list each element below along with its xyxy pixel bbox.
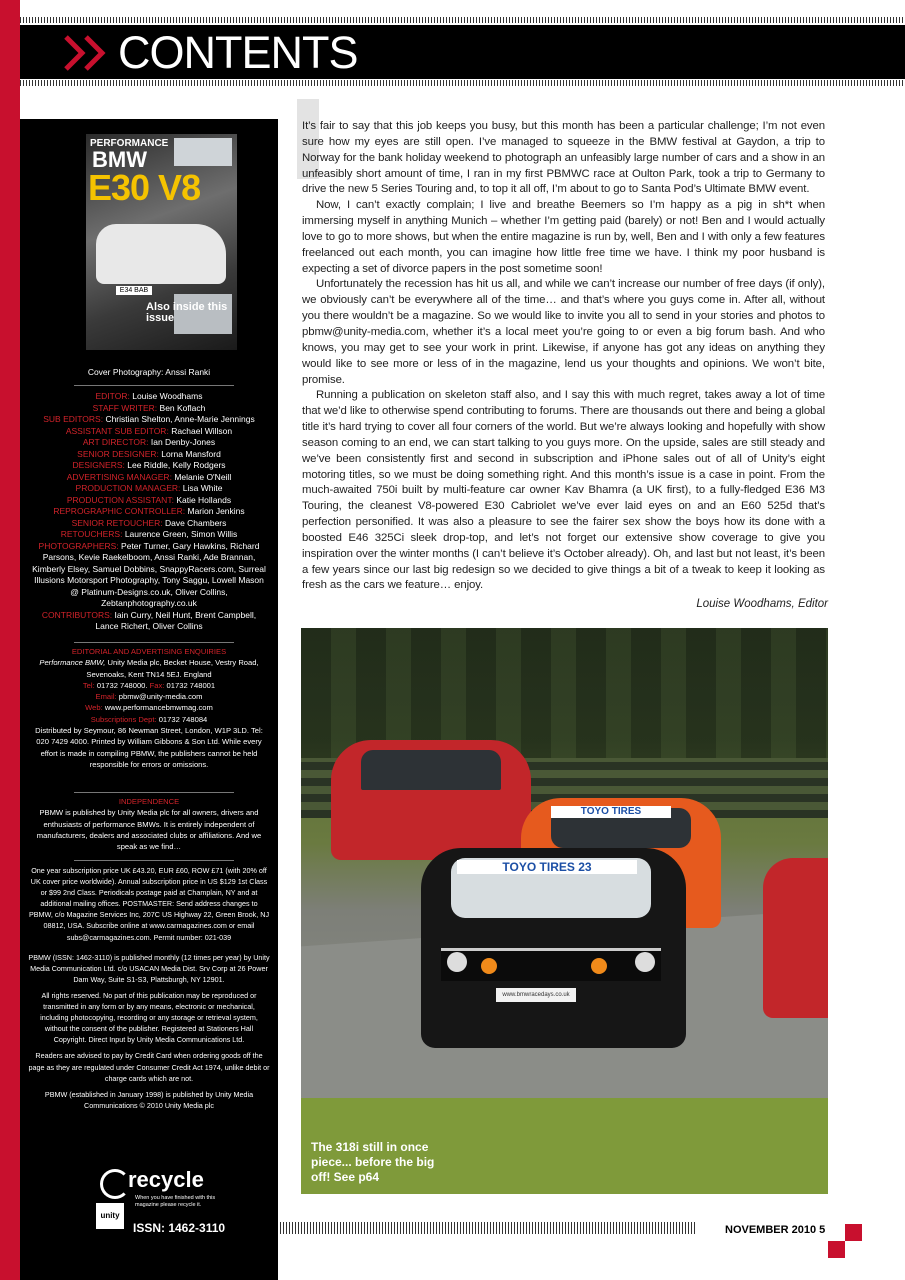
independence-text: PBMW is published by Unity Media plc for all owners, drivers and enthusiasts of performance BMWs. It is entirely independent of manufacturers, dealers and associated clubs or affiliations. And we speak as we find… [36,808,262,852]
staff-credit: DESIGNERS: Lee Riddle, Kelly Rodgers [72,460,226,470]
enquiries-block [20,646,278,775]
recycle-note: When you have finished with this magazine please recycle it. [135,1195,216,1208]
corner-square [845,1224,862,1241]
windscreen-banner: TOYO TIRES [551,806,671,818]
staff-credit: CONTRIBUTORS: Iain Curry, Neil Hunt, Brent Campbell, Lance Richert, Oliver Collins [41,609,257,631]
staff-credit: SENIOR RETOUCHER: Dave Chambers [71,517,227,528]
subscription-text: One year subscription price UK £43.20, EUR £60, ROW £71 (with 20% off UK cover price worldwide). Annual subscription price in US $129 1st Class or $99 2nd Class. Periodicals postage paid at Champlain, NY and at additional mailing offices. POSTMASTER: Send address changes to PBMW, c/o Magazine Services Inc, 207C US Highway 22, Green Brook, NJ 08812, USA. Subscribe online at www.carmagazines.com or email subs@carmagazines.com. Permit number: 021-039 [28,866,270,942]
paragraph: It’s fair to say that this job keeps you busy, but this month has been a particular challenge; I’m not even sure how my eyes are still open. I’ve managed to squeeze in the BMW festival at Gaydon, a trip to Norway for the bank holiday weekend to photograph an unfeasibly large number of cars and a show in an unfeasibly short amount of time, I ran in my first PBMWC race at Oulton Park, took a trip to Germany to drive the new 5 Series Touring and, to top it all off, I’m about to go to Santa Pod’s Ultimate BMW event. [302,120,825,196]
race-photo [301,628,828,1194]
staff-credit: EDITOR: Louise Woodhams [95,391,203,401]
divider [74,792,234,793]
subs-phone: 01732 748084 [158,714,208,724]
cover-car [96,224,226,284]
divider [74,642,234,643]
photo-car-black [421,848,686,1048]
photo-caption: The 318i still in once piece... before the big off! See p64 [311,1140,435,1184]
divider [74,385,234,386]
top-hatch-rule [20,17,905,23]
issn-number: ISSN: 1462-3110 [133,1221,226,1235]
editorial-text [302,119,825,594]
staff-credit: SUB EDITORS: Christian Shelton, Anne-Marie Jennings [43,414,255,424]
enquiries-heading: EDITORIAL AND ADVERTISING ENQUIRIES [71,647,227,656]
staff-credit: ASSISTANT SUB EDITOR: Rachael Willson [65,425,233,436]
staff-credit: PRODUCTION MANAGER: Lisa White [75,483,223,493]
footer-hatch-rule [280,1222,697,1234]
photo-car-red [331,740,531,860]
fax-label: Fax: [149,680,165,690]
subs-label: Subscriptions Dept: [90,714,157,724]
cover-masthead-small: PERFORMANCE [90,138,169,149]
tel-label: Tel: [82,680,95,690]
unity-logo: unity [96,1203,124,1229]
cover-also-inside: Also inside this issue [146,301,228,324]
email-link[interactable]: pbmw@unity-media.com [118,692,203,702]
page-header [20,25,905,79]
fax: 01732 748001 [166,680,216,690]
divider [74,860,234,861]
issn-note: PBMW (ISSN: 1462-3110) is published monthly (12 times per year) by Unity Media Communication Ltd. c/o USACAN Media Dist. Srv Corp at 26 Power Dam Way, Suite S1-S3, Plattsburgh, NY 12901. [28,952,270,984]
cover-masthead: BMW [92,147,147,172]
cover-plate: E34 BAB [116,286,152,295]
double-chevron-icon [62,34,122,72]
staff-credit: RETOUCHERS: Laurence Green, Simon Willis [60,529,238,539]
address: Unity Media plc, Becket House, Vestry Road, Sevenoaks, Kent TN14 5EJ. England [86,658,259,679]
recycle-word: recycle [128,1167,204,1192]
left-red-bar [0,0,20,1280]
cover-headline: E30 V8 [88,167,201,208]
page-title: CONTENTS [118,27,358,78]
editor-signature: Louise Woodhams, Editor [696,598,828,610]
web-label: Web: [85,703,103,713]
publisher-name: Performance BMW, [39,658,106,668]
legal-block [20,865,278,1116]
recycle-icon [100,1169,130,1199]
rights-text: All rights reserved. No part of this publication may be reproduced or transmitted in any form or by any means, electronic or mechanical, including photocopying, recording or any storage or retrieval system, without the consent of the publisher. Registered at Stationers Hall Copyright. Direct Input by Unity Media Communications Ltd. [40,990,258,1045]
paragraph: Running a publication on skeleton staff also, and I say this with much regret, takes away a lot of time that we’d like to otherwise spend contributing to forums. There are thousands out there and being a global title it’s hard trying to cover all four corners of the world. But we’re always looking and hopefully with show season coming to an end, we can start talking to you guys more. On the upside, sales are still steady and we’ve been consistently first and second in subscription and iPhone sales out of all of Unity’s eight motoring titles, so we must be doing something right. And this month’s issue is a case in point. From the much-awaited 750i built by multi-feature car owner Kav Bhamra (a UK first), to a fully-fledged E36 M3 Touring, the cleanest V8-powered E30 Cabriolet we’ve ever laid eyes on and an E60 525d that’s perfection personified. It was also a pleasure to see the fairer sex show the boys how its done with a boosted E46 325Ci sleek drop-top, and let’s not forget our extensive show coverage to give you inspiration over the winter months (I can’t believe it’s October already). Oh, and last but not least, it’s been a few years since our last big redesign so we decided to give things a bit of a tweak to keep it looking as fresh as the cars we feature… enjoy. [302,389,825,592]
tel: 01732 748000. [96,680,148,690]
header-hatch-rule [20,80,905,86]
independence-heading: INDEPENDENCE [118,797,180,806]
corner-square [828,1241,845,1258]
staff-credit: REPROGRAPHIC CONTROLLER: Marion Jenkins [53,506,245,516]
staff-credit: ADVERTISING MANAGER: Melanie O'Neill [66,471,232,482]
magazine-cover-image [86,134,237,350]
independence-block [20,796,278,857]
staff-list [20,391,278,633]
door-sticker: www.bmwracedays.co.uk [496,988,576,1002]
web-link[interactable]: www.performancebmwmag.com [104,703,213,713]
staff-credit: PRODUCTION ASSISTANT: Katie Hollands [66,494,232,505]
staff-credit: ART DIRECTOR: Ian Denby-Jones [82,437,216,447]
distribution-text: Distributed by Seymour, 86 Newman Street, London, W1P 3LD. Tel: 020 7429 4000. Printed by William Gibbons & Son Ltd. While every effort is made in compiling PBMW, the publishers cannot be held responsible for errors or omissions. [35,726,263,769]
photo-trees [301,628,828,758]
email-label: Email: [95,692,117,702]
staff-credit: STAFF WRITER: Ben Koflach [92,402,206,413]
cover-photo-credit: Cover Photography: Anssi Ranki [87,367,211,377]
photo-car-red-right [763,858,828,1018]
page-folio: NOVEMBER 2010 5 [725,1224,826,1236]
staff-credit: SENIOR DESIGNER: Lorna Mansford [77,448,221,459]
credit-card-text: Readers are advised to pay by Credit Card when ordering goods off the page as they are regulated under Consumer Credit Act 1974, unlike debit or charge cards which are not. [28,1051,270,1083]
cover-thumbnail [174,138,232,166]
credits-sidebar [20,119,278,1280]
established-text: PBMW (established in January 1998) is published by Unity Media Communications © 2010 Unity Media plc [44,1089,254,1110]
staff-credit: PHOTOGRAPHERS: Peter Turner, Gary Hawkins, Richard Parsons, Kevie Raekelboom, Anssi Ranki, Ade Brannan, Kimberly Elsey, Samuel Dobbins, SnappyRacers.com, Surreal Illusions Motorsport Photography, Tony Saggu, Lowell Mason @ Platinum-Designs.co.uk, Oliver Collins, Zebtanphotography.co.uk [32,540,266,608]
windscreen-banner: TOYO TIRES 23 [457,860,637,874]
paragraph: Now, I can’t exactly complain; I live and breathe Beemers so I’m happy as a pig in sh*t when immersing myself in anything Munich – whether I’m getting paid (barely) or not! Ben and I would actually love to go to more shows, but when the entire magazine is run by, well, Ben and I with only a few features freelanced out each month, you can imagine how little free time we have. I think my poor husband is expecting a set of divorce papers in the post sometime soon! [302,199,825,275]
paragraph: Unfortunately the recession has hit us all, and while we can’t increase our number of free days (if only), we obviously can’t be everywhere all of the time… and that’s where you guys come in. After all, without you there wouldn’t be a magazine. So we would like to invite you all to send in your stories and photos to pbmw@unity-media.com, whether it’s a local meet you’re going to or even a big forum bash. And who knows, you may get to see your work in print. Likewise, if anyone has got any ideas on anything they would like to see more or less of in the magazine, lend us your thoughts and opinions. We won’t bite, promise. [302,278,825,386]
